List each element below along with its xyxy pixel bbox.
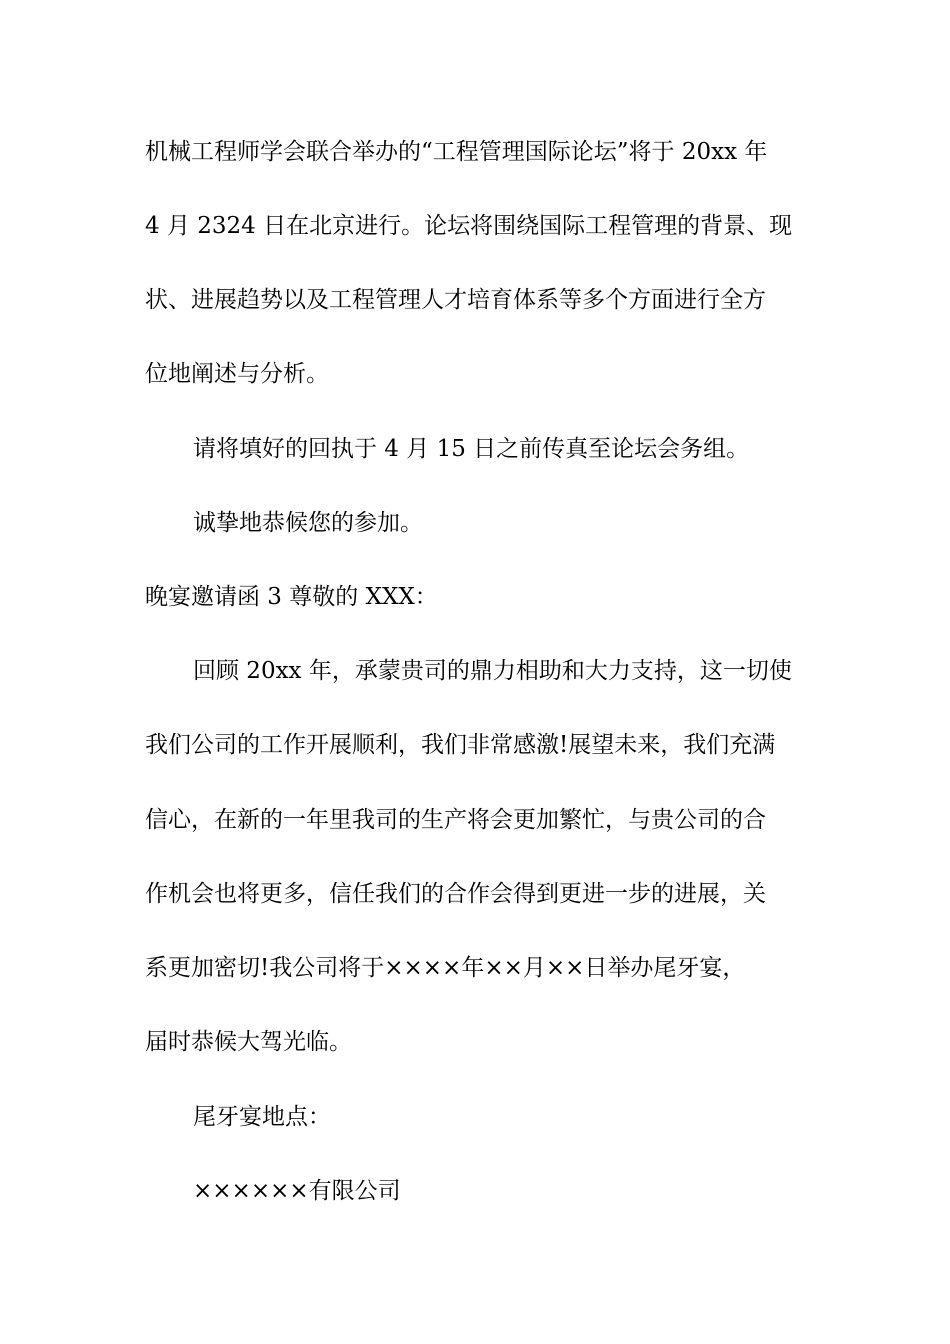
paragraph-line: 届时恭候大驾光临。: [145, 1029, 352, 1055]
paragraph-line: 系更加密切!我公司将于××××年××月××日举办尾牙宴，: [145, 955, 746, 981]
paragraph-line: 作机会也将更多，信任我们的合作会得到更进一步的进展，关: [145, 881, 766, 907]
paragraph-line: 状、进展趋势以及工程管理人才培育体系等多个方面进行全方: [145, 287, 766, 313]
paragraph-line: 回顾 20xx 年，承蒙贵司的鼎力相助和大力支持，这一切使: [193, 658, 792, 684]
paragraph-line: 4 月 2324 日在北京进行。论坛将围绕国际工程管理的背景、现: [145, 213, 793, 239]
closing-paragraph: 诚挚地恭候您的参加。: [193, 510, 423, 536]
venue-label: 尾牙宴地点：: [193, 1104, 331, 1130]
paragraph-line: 机械工程师学会联合举办的“工程管理国际论坛”将于 20xx 年: [145, 139, 768, 165]
deadline-paragraph: 请将填好的回执于 4 月 15 日之前传真至论坛会务组。: [193, 436, 750, 462]
paragraph-line: 位地阐述与分析。: [145, 361, 329, 387]
section-heading: 晚宴邀请函 3 尊敬的 XXX：: [145, 584, 438, 610]
venue-company: ××××××有限公司: [193, 1178, 401, 1204]
paragraph-line: 我们公司的工作开展顺利，我们非常感激!展望未来，我们充满: [145, 732, 776, 758]
paragraph-line: 信心，在新的一年里我司的生产将会更加繁忙，与贵公司的合: [145, 807, 766, 833]
